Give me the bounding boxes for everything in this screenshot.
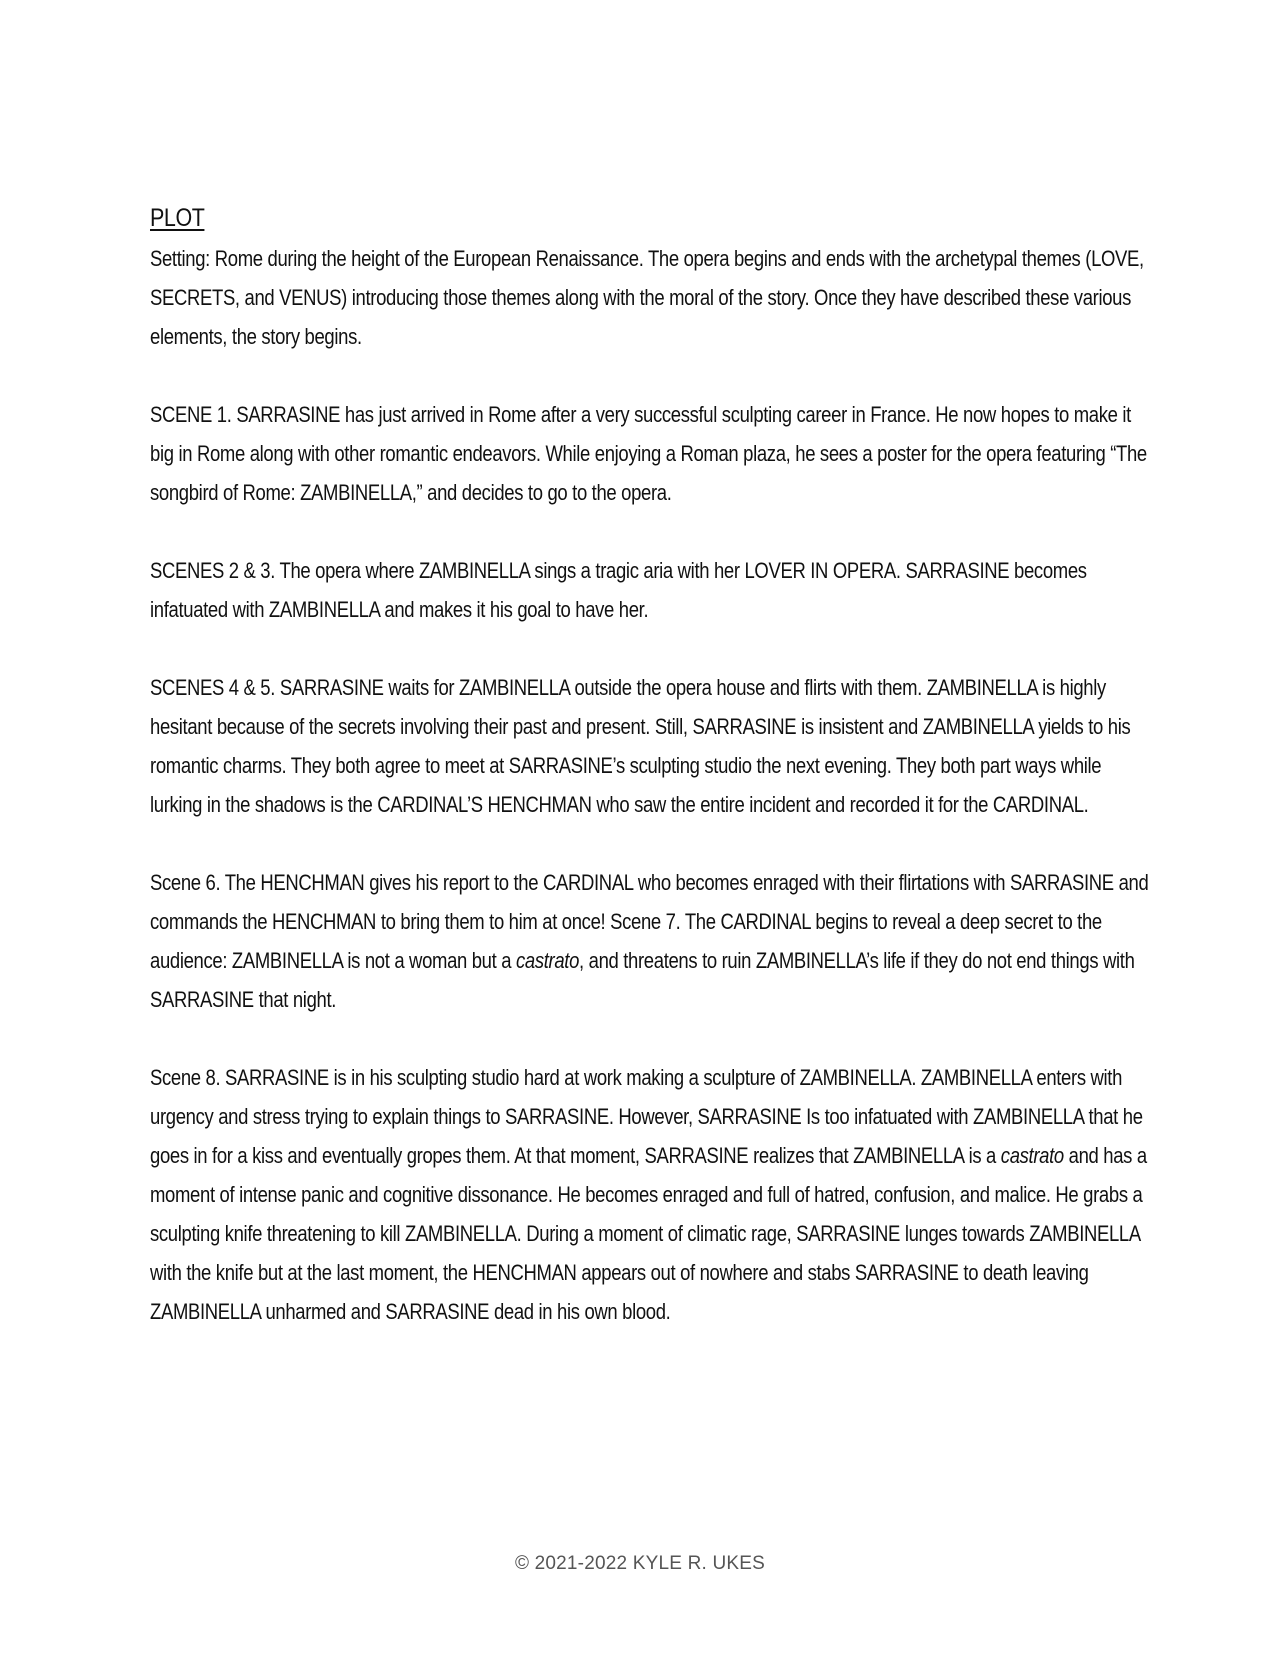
- scenes-6-7-text-part-1: Scene 6. The HENCHMAN gives his report to the CARDINAL who becomes enraged with their flirtations with SARRASINE and commands the HENCHMAN to bring them to him at once! Scene 7. The CARDINAL begins to reveal a deep secret to the audience: ZAMBINELLA is not a woman but a: [150, 870, 1149, 973]
- setting-paragraph: Setting: Rome during the height of the European Renaissance. The opera begins and ends with the archetypal themes (LOVE, SECRETS, and VENUS) introducing those themes along with the moral of the story. Once they have described these various elements, the story begins.: [150, 246, 1144, 349]
- scene-8-paragraph: [150, 1058, 1150, 1331]
- document-body: [150, 203, 1150, 1370]
- castrato-italic-term: castrato: [1000, 1143, 1064, 1168]
- scenes-6-7-text-part-2: , and threatens to ruin ZAMBINELLA’s life if they do not end things with SARRASINE that night.: [150, 948, 1135, 1012]
- scene-8-text-part-1: Scene 8. SARRASINE is in his sculpting studio hard at work making a sculpture of ZAMBINELLA. ZAMBINELLA enters with urgency and stress trying to explain things to SARRASINE. However, SARRASINE Is too infatuated with ZAMBINELLA that he goes in for a kiss and eventually gropes them. At that moment, SARRASINE realizes that ZAMBINELLA is a: [150, 1065, 1143, 1168]
- section-heading: PLOT: [150, 204, 205, 232]
- castrato-italic-term: castrato: [515, 948, 580, 973]
- scene-1-paragraph: SCENE 1. SARRASINE has just arrived in Rome after a very successful sculpting career in France. He now hopes to make it big in Rome along with other romantic endeavors. While enjoying a Roman plaza, he sees a poster for the opera featuring “The songbird of Rome: ZAMBINELLA,” and decides to go to the opera.: [150, 402, 1147, 505]
- scene-8-text-part-2: and has a moment of intense panic and cognitive dissonance. He becomes enraged and full of hatred, confusion, and malice. He grabs a sculpting knife threatening to kill ZAMBINELLA. During a moment of climatic rage, SARRASINE lunges towards ZAMBINELLA with the knife but at the last moment, the HENCHMAN appears out of nowhere and stabs SARRASINE to death leaving ZAMBINELLA unharmed and SARRASINE dead in his own blood.: [150, 1143, 1147, 1324]
- scenes-4-5-paragraph: SCENES 4 & 5. SARRASINE waits for ZAMBINELLA outside the opera house and flirts with them. ZAMBINELLA is highly hesitant because of the secrets involving their past and present. Still, SARRASINE is insistent and ZAMBINELLA yields to his romantic charms. They both agree to meet at SARRASINE’s sculpting studio the next evening. They both part ways while lurking in the shadows is the CARDINAL’S HENCHMAN who saw the entire incident and recorded it for the CARDINAL.: [150, 675, 1131, 817]
- scenes-2-3-paragraph: SCENES 2 & 3. The opera where ZAMBINELLA sings a tragic aria with her LOVER IN OPERA. SARRASINE becomes infatuated with ZAMBINELLA and makes it his goal to have her.: [150, 558, 1087, 622]
- copyright-footer: © 2021-2022 KYLE R. UKES: [514, 1553, 766, 1574]
- scenes-6-7-paragraph: [150, 863, 1150, 1019]
